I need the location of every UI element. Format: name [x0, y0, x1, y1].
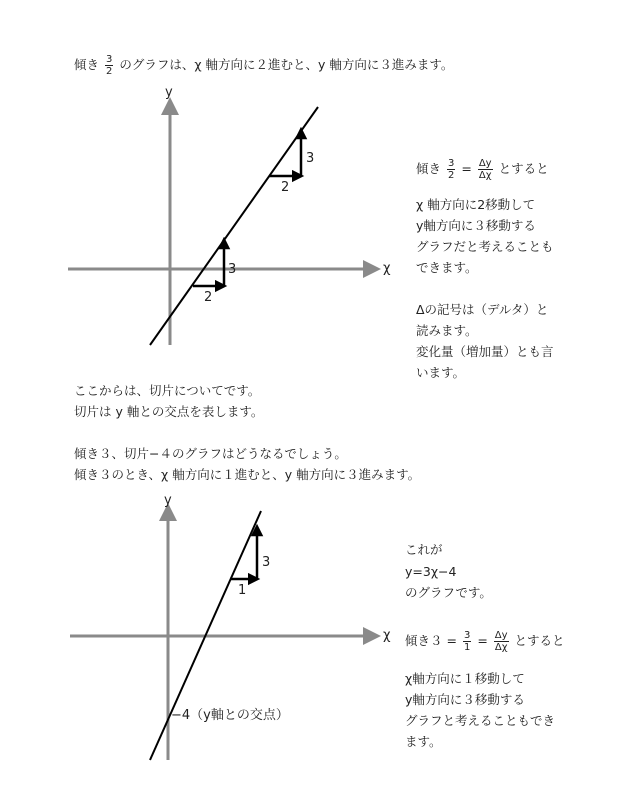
note-2-delta-fraction: [494, 630, 509, 653]
delta-note-line-2: 読みます。: [416, 323, 478, 338]
intro-prefix: 傾き: [74, 57, 100, 72]
note-2-after-line-1: χ軸方向に１移動して: [405, 671, 525, 686]
graph-1-y-label: y: [165, 85, 173, 100]
delta-note-line-1: Δの記号は（デルタ）と: [416, 302, 549, 317]
example-2-line-2: 傾き３のとき、χ 軸方向に１進むと、y 軸方向に３進みます。: [74, 467, 421, 482]
example-2-line-1: 傾き３、切片−４のグラフはどうなるでしょう。: [74, 446, 347, 461]
note-1-line-3: グラフだと考えることも: [416, 239, 554, 254]
note-1-delta-numerator: Δy: [478, 158, 492, 169]
graph-2-y-label: y: [164, 493, 172, 508]
note-2-equals-1: =: [446, 633, 457, 648]
note-1-line-1: χ 軸方向に2移動して: [416, 197, 536, 212]
note-2-delta-numerator: Δy: [494, 630, 508, 641]
note-2-slope-denominator: 1: [463, 642, 471, 653]
note-1-suffix: とすると: [498, 161, 549, 176]
note-2-line-2: y=3χ−4: [405, 564, 457, 579]
graph-1-x-label: χ: [383, 261, 391, 276]
graph-1-lower-run-label: 2: [204, 290, 213, 305]
note-2-prefix: 傾き３: [405, 633, 443, 648]
note-2-slope-numerator: 3: [463, 630, 471, 641]
note-2-delta-denominator: Δχ: [494, 642, 508, 653]
intercept-intro-line-1: ここからは、切片についてです。: [74, 383, 261, 398]
delta-note-line-4: います。: [416, 365, 466, 380]
delta-note-line-3: 変化量（増加量）とも言: [416, 344, 554, 359]
note-2-slope-line: [405, 630, 565, 653]
graph-1-lower-rise-label: 3: [228, 262, 237, 277]
intro-suffix: のグラフは、χ 軸方向に２進むと、y 軸方向に３進みます。: [119, 57, 454, 72]
graph-2-rise-label: 3: [262, 555, 271, 570]
intro-slope-denominator: 2: [106, 66, 113, 77]
note-2-after-line-4: ます。: [405, 734, 442, 749]
note-2-equals-2: =: [477, 633, 488, 648]
note-2-suffix: とすると: [514, 633, 565, 648]
graph-1-upper-run-label: 2: [281, 180, 290, 195]
note-1-slope-denominator: 2: [448, 170, 455, 181]
intercept-intro-line-2: 切片は y 軸との交点を表します。: [74, 404, 264, 419]
note-2-slope-fraction: [463, 630, 471, 653]
note-1-prefix: 傾き: [416, 161, 442, 176]
graph-2-run-label: 1: [238, 583, 247, 598]
graph-2-intercept-label: −4（y軸との交点）: [171, 708, 289, 723]
note-1-equals: =: [461, 161, 472, 176]
note-1-line-4: できます。: [416, 260, 478, 275]
note-2-after-line-2: y軸方向に３移動する: [405, 692, 525, 707]
note-1-line-2: y軸方向に３移動する: [416, 218, 536, 233]
intro-slope-numerator: 3: [106, 54, 113, 65]
graph-1-upper-rise-label: 3: [306, 151, 315, 166]
graph-2-x-label: χ: [383, 628, 391, 643]
note-2-line-3: のグラフです。: [405, 585, 492, 600]
note-2-after-line-3: グラフと考えることもでき: [405, 713, 556, 728]
note-2-line-1: これが: [405, 542, 443, 557]
note-1-delta-denominator: Δχ: [478, 170, 492, 181]
note-1-slope-numerator: 3: [448, 158, 455, 169]
